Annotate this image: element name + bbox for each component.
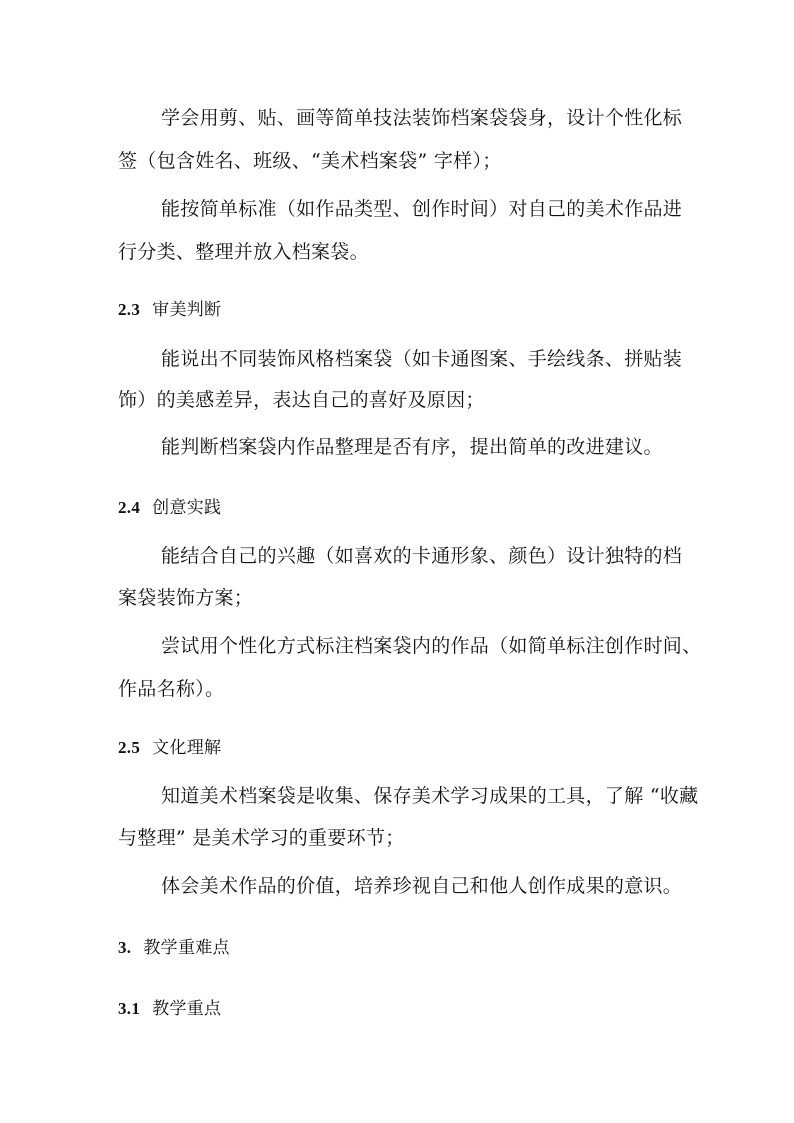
section-heading [118,997,678,1021]
section-heading [118,736,678,760]
section-heading [118,496,678,520]
paragraph-line: 能说出不同装饰风格档案袋（如卡通图案、手绘线条、拼贴装 [161,348,683,370]
paragraph-line: 尝试用个性化方式标注档案袋内的作品（如简单标注创作时间、 [161,635,702,657]
section-title: 文化理解 [152,738,222,758]
section-heading [118,298,678,322]
section-title: 审美判断 [152,300,222,320]
paragraph-line: 体会美术作品的价值，培养珍视自己和他人创作成果的意识。 [161,875,683,897]
paragraph-line: 能判断档案袋内作品整理是否有序，提出简单的改进建议。 [161,436,663,458]
section-number: 3. [118,938,132,957]
section-number: 2.5 [118,738,141,757]
section-title: 教学重点 [152,999,222,1019]
paragraph-line: 饰）的美感差异，表达自己的喜好及原因； [118,389,485,411]
section-number: 3.1 [118,999,141,1018]
paragraph-line: 能按简单标准（如作品类型、创作时间）对自己的美术作品进 [161,198,683,220]
section-title: 创意实践 [152,498,222,518]
paragraph-line: 作品名称）。 [118,678,225,700]
section-number: 2.4 [118,498,141,517]
paragraph-line: 与整理” 是美术学习的重要环节； [118,827,405,849]
section-heading [118,936,678,960]
paragraph-line: 案袋装饰方案； [118,587,254,609]
paragraph-line: 知道美术档案袋是收集、保存美术学习成果的工具，了解 “收藏 [161,785,699,807]
section-number: 2.3 [118,300,141,319]
section-title: 教学重难点 [143,938,230,958]
paragraph-line: 签（包含姓名、班级、“美术档案袋” 字样）； [118,150,502,172]
paragraph-line: 能结合自己的兴趣（如喜欢的卡通形象、颜色）设计独特的档 [161,545,683,567]
paragraph-line: 行分类、整理并放入档案袋。 [118,241,369,263]
paragraph-line: 学会用剪、贴、画等简单技法装饰档案袋袋身，设计个性化标 [161,107,683,129]
